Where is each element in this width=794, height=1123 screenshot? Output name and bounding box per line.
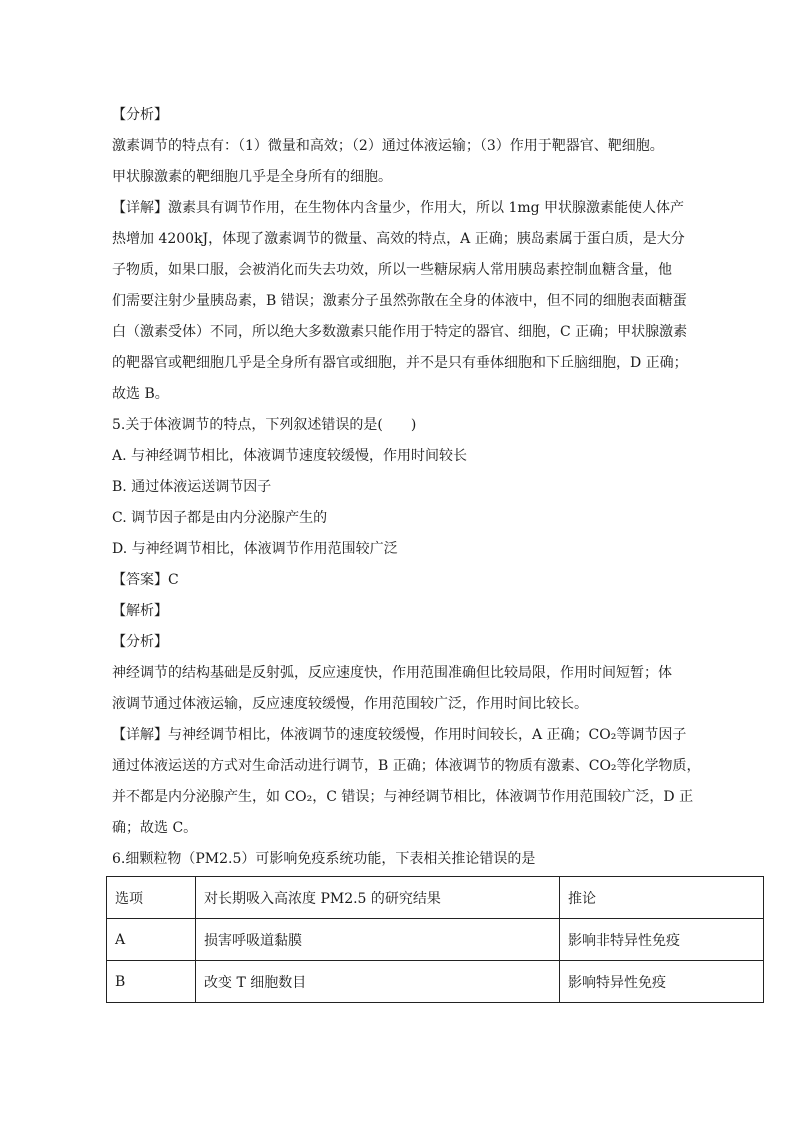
text-line: 子物质，如果口服，会被消化而失去功效，所以一些糖尿病人常用胰岛素控制血糖含量，他 [112, 262, 672, 278]
table-cell: 影响特异性免疫 [560, 961, 764, 1003]
text-line: 【详解】与神经调节相比，体液调节的速度较缓慢，作用时间较长，A 正确；CO₂等调节因子 [112, 727, 687, 743]
text-line: 并不都是内分泌腺产生，如 CO₂，C 错误；与神经调节相比，体液调节作用范围较广泛，D 正 [112, 789, 694, 805]
text-line: 激素调节的特点有：（1）微量和高效；（2）通过体液运输；（3）作用于靶器官、靶细胞。 [112, 138, 664, 154]
question-5-option-b: B. 通过体液运送调节因子 [112, 479, 272, 495]
text-line: 白（激素受体）不同，所以绝大多数激素只能作用于特定的器官、细胞，C 正确；甲状腺激素 [112, 324, 688, 340]
question-6-stem: 6.细颗粒物（PM2.5）可影响免疫系统功能，下表相关推论错误的是 [112, 851, 536, 867]
question-5-option-a: A. 与神经调节相比，体液调节速度较缓慢，作用时间较长 [112, 448, 468, 464]
text-line: 们需要注射少量胰岛素，B 错误；激素分子虽然弥散在全身的体液中，但不同的细胞表面糖蛋 [112, 293, 687, 309]
pm25-table [106, 876, 764, 1003]
text-line: 【分析】 [112, 107, 168, 123]
text-line: 故选 B。 [112, 386, 169, 402]
analysis-label: 【解析】 [112, 603, 168, 619]
text-line: 神经调节的结构基础是反射弧，反应速度快，作用范围准确但比较局限，作用时间短暂；体 [112, 665, 672, 681]
table-header-cell: 推论 [560, 877, 764, 919]
question-5-stem: 5.关于体液调节的特点，下列叙述错误的是( ) [112, 417, 417, 433]
text-line: 通过体液运送的方式对生命活动进行调节，B 正确；体液调节的物质有激素、CO₂等化学物质， [112, 758, 701, 774]
text-line: 确；故选 C。 [112, 820, 198, 836]
table-cell: 影响非特异性免疫 [560, 919, 764, 961]
table-header-cell: 选项 [107, 877, 196, 919]
table-row [107, 919, 764, 961]
table-cell: A [107, 919, 196, 961]
answer-label: 【答案】C [112, 572, 179, 588]
text-line: 的靶器官或靶细胞几乎是全身所有器官或细胞，并不是只有垂体细胞和下丘脑细胞，D 正确； [112, 355, 688, 371]
table-cell: 损害呼吸道黏膜 [196, 919, 560, 961]
text-line: 甲状腺激素的靶细胞几乎是全身所有的细胞。 [112, 169, 392, 185]
table-cell: B [107, 961, 196, 1003]
question-5-option-c: C. 调节因子都是由内分泌腺产生的 [112, 510, 328, 526]
table-header-row [107, 877, 764, 919]
document-body [112, 100, 701, 875]
text-line: 【详解】激素具有调节作用，在生物体内含量少，作用大，所以 1mg 甲状腺激素能使人体产 [112, 200, 685, 216]
text-line: 热增加 4200kJ，体现了激素调节的微量、高效的特点，A 正确；胰岛素属于蛋白质，是大分 [112, 231, 685, 247]
table-row [107, 961, 764, 1003]
table-cell: 改变 T 细胞数目 [196, 961, 560, 1003]
question-5-option-d: D. 与神经调节相比，体液调节作用范围较广泛 [112, 541, 398, 557]
text-line: 【分析】 [112, 634, 168, 650]
text-line: 液调节通过体液运输，反应速度较缓慢，作用范围较广泛，作用时间比较长。 [112, 696, 588, 712]
table-header-cell: 对长期吸入高浓度 PM2.5 的研究结果 [196, 877, 560, 919]
